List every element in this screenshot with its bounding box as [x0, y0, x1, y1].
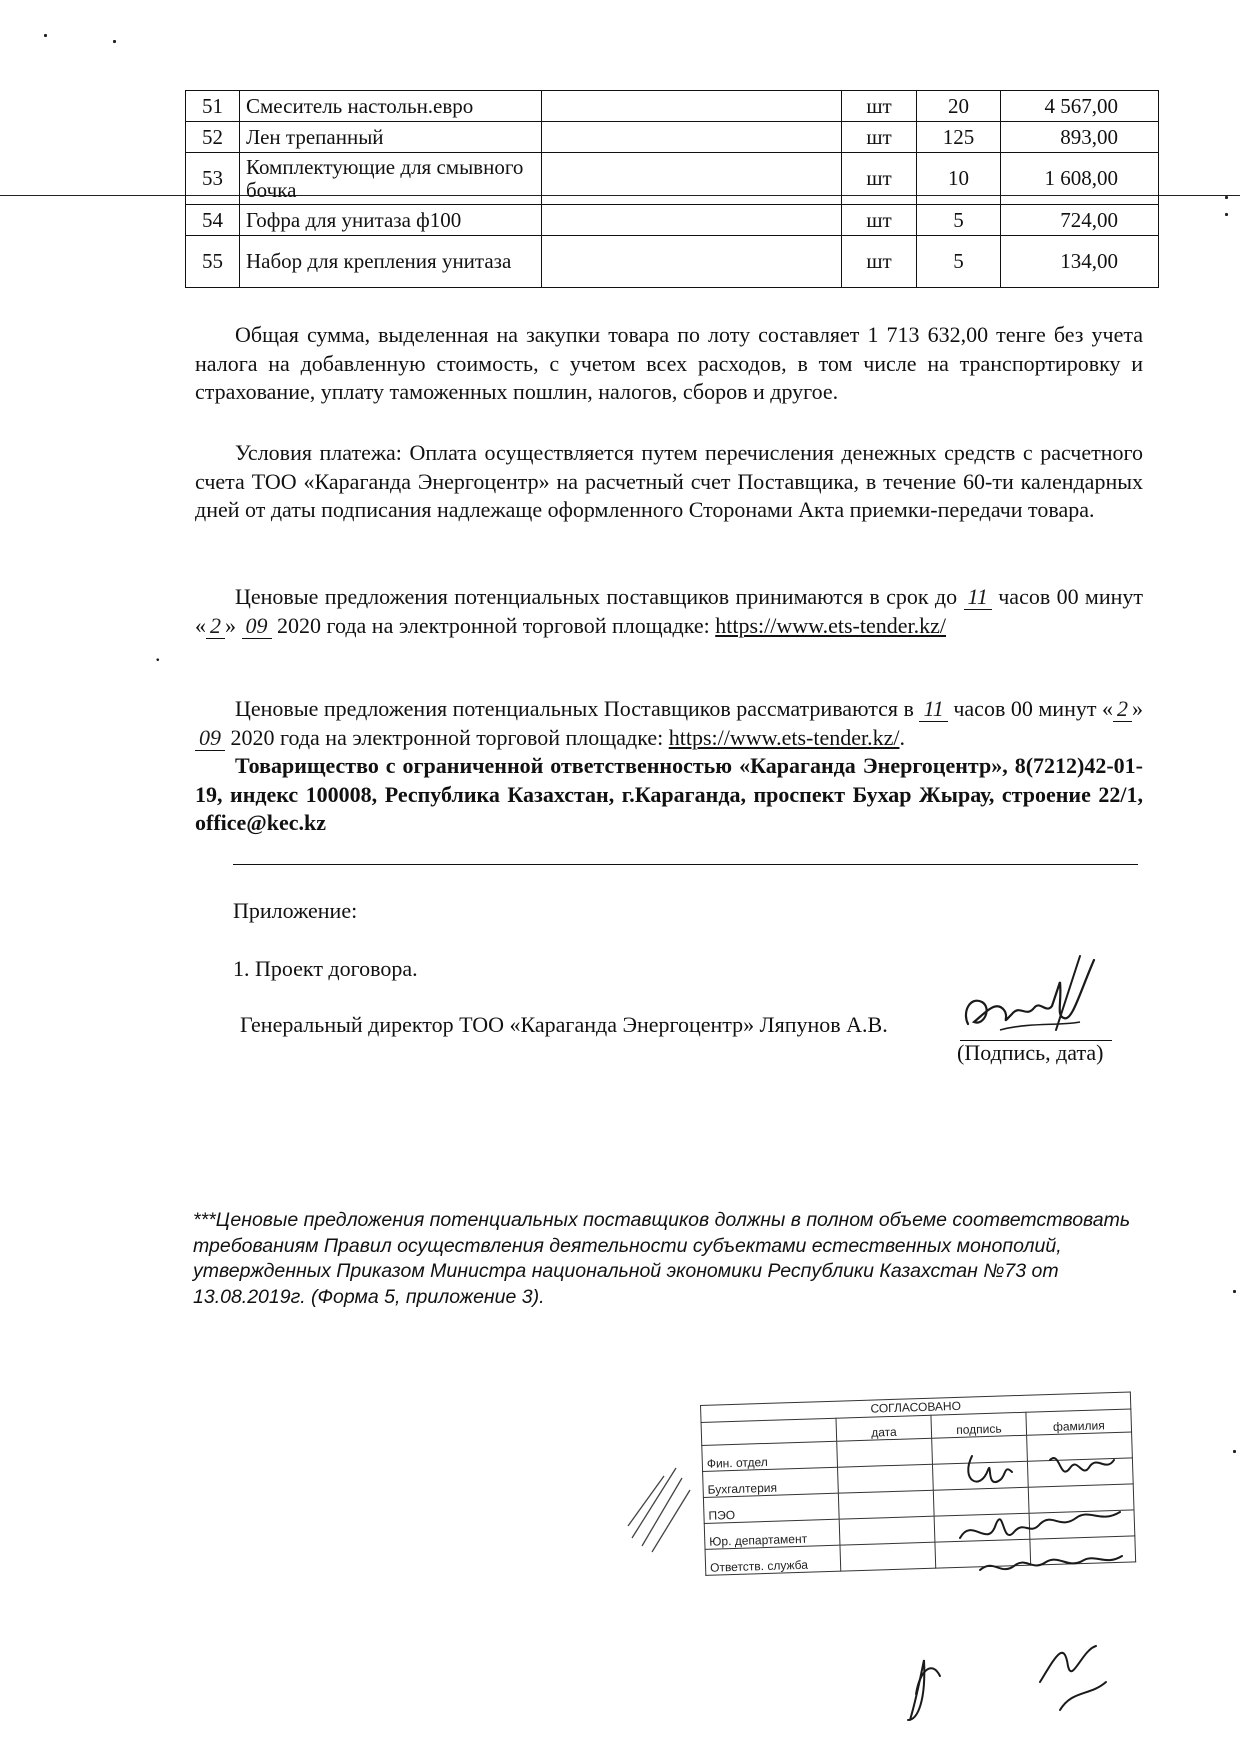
item-price: 134,00	[1001, 236, 1159, 288]
item-spec	[542, 205, 842, 236]
row-number: 53	[186, 153, 240, 205]
row-number: 52	[186, 122, 240, 153]
item-unit: шт	[842, 91, 917, 122]
row-number: 55	[186, 236, 240, 288]
attachment-label: Приложение:	[233, 898, 358, 923]
stamp-column-signature: подпись	[931, 1412, 1027, 1438]
company-details: Товарищество с ограниченной ответственностью «Караганда Энергоцентр», 8(7212)42-01-19, индекс 100008, Республика Казахстан, г.Караганда, проспект Бухар Жырау, строение 22/1, office@kec.kz	[195, 753, 1143, 835]
item-unit: шт	[842, 205, 917, 236]
offers-reviewed-text: »	[1132, 696, 1143, 721]
item-quantity: 10	[917, 153, 1001, 205]
item-quantity: 5	[917, 236, 1001, 288]
separator-line	[233, 864, 1138, 865]
item-spec	[542, 153, 842, 205]
offers-accepted-text: часов 00 минут «	[195, 584, 1144, 638]
item-quantity: 5	[917, 205, 1001, 236]
handwritten-month: 09	[195, 725, 225, 751]
handwritten-month: 09	[242, 613, 272, 639]
handwritten-day: 2	[1113, 696, 1132, 722]
stamp-row-accounting: Бухгалтерия	[703, 1467, 839, 1497]
signatory-line: Генеральный директор ТОО «Караганда Энергоцентр» Ляпунов А.В.	[240, 1012, 888, 1037]
item-spec	[542, 91, 842, 122]
table-row	[186, 205, 1159, 236]
item-price: 4 567,00	[1001, 91, 1159, 122]
item-name: Смеситель настольн.евро	[240, 91, 542, 122]
item-unit: шт	[842, 153, 917, 205]
signature-caption: (Подпись, дата)	[957, 1040, 1104, 1065]
table-row	[186, 236, 1159, 288]
item-name: Лен трепанный	[240, 122, 542, 153]
table-row	[186, 122, 1159, 153]
approval-signatures	[620, 1420, 1140, 1720]
item-name: Набор для крепления унитаза	[240, 236, 542, 288]
director-signature	[960, 952, 1110, 1042]
item-quantity: 20	[917, 91, 1001, 122]
ets-tender-link[interactable]: https://www.ets-tender.kz/	[715, 612, 946, 638]
handwritten-day: 2	[206, 613, 225, 639]
stamp-row-finance: Фин. отдел	[702, 1441, 838, 1471]
row-number: 54	[186, 205, 240, 236]
offers-accepted-text: »	[225, 612, 236, 638]
table-row	[186, 153, 1159, 205]
offers-reviewed-paragraph	[195, 695, 1143, 752]
handwritten-hour: 11	[964, 584, 992, 610]
offers-reviewed-prefix: Ценовые предложения потенциальных Поставщиков рассматриваются в	[235, 696, 914, 721]
offers-accepted-text: 2020 года на электронной торговой площадке:	[277, 612, 710, 638]
item-name: Гофра для унитаза ф100	[240, 205, 542, 236]
offers-reviewed-end: .	[899, 724, 905, 750]
attachment-item: 1. Проект договора.	[233, 956, 418, 981]
item-unit: шт	[842, 236, 917, 288]
stamp-row-peo: ПЭО	[703, 1493, 839, 1523]
stamp-column-date: дата	[836, 1415, 932, 1441]
stray-period: .	[155, 641, 161, 666]
footnote: ***Ценовые предложения потенциальных поставщиков должны в полном объеме соответствовать требованиям Правил осуществления деятельности субъектами естественных монополий, утвержденных Приказом Министра национальной экономики Республики Казахстан №73 от 13.08.2019г. (Форма 5, приложение 3).	[193, 1209, 1131, 1308]
stamp-title: СОГЛАСОВАНО	[701, 1392, 1131, 1422]
stamp-column-surname: фамилия	[1026, 1409, 1132, 1435]
offers-accepted-prefix: Ценовые предложения потенциальных поставщиков принимаются в срок до	[235, 584, 958, 609]
offers-reviewed-text: 2020 года на электронной торговой площадке:	[230, 724, 664, 750]
item-spec	[542, 236, 842, 288]
table-row	[186, 91, 1159, 122]
offers-reviewed-text: часов 00 минут «	[953, 696, 1113, 721]
item-spec	[542, 122, 842, 153]
item-price: 893,00	[1001, 122, 1159, 153]
stamp-row-responsible: Ответств. служба	[705, 1545, 841, 1575]
offers-accepted-paragraph	[155, 583, 1144, 669]
handwritten-hour: 11	[919, 696, 947, 722]
stamp-row-legal: Юр. департамент	[704, 1519, 840, 1549]
row-number: 51	[186, 91, 240, 122]
ets-tender-link[interactable]: https://www.ets-tender.kz/	[668, 724, 900, 750]
item-name: Комплектующие для смывного бочка	[240, 153, 542, 205]
item-unit: шт	[842, 122, 917, 153]
items-table	[185, 90, 1159, 288]
item-price: 1 608,00	[1001, 153, 1159, 205]
item-quantity: 125	[917, 122, 1001, 153]
item-price: 724,00	[1001, 205, 1159, 236]
total-amount-paragraph: Общая сумма, выделенная на закупки товара по лоту составляет 1 713 632,00 тенге без учета налога на добавленную стоимость, с учетом всех расходов, в том числе на транспортировку и страхование, уплату таможенных пошлин, налогов, сборов и другое.	[195, 322, 1143, 404]
payment-terms-paragraph: Условия платежа: Оплата осуществляется путем перечисления денежных средств с расчетного счета ТОО «Караганда Энергоцентр» на расчетный счет Поставщика, в течение 60-ти календарных дней от даты подписания надлежаще оформленного Сторонами Акта приемки-передачи товара.	[195, 440, 1143, 522]
